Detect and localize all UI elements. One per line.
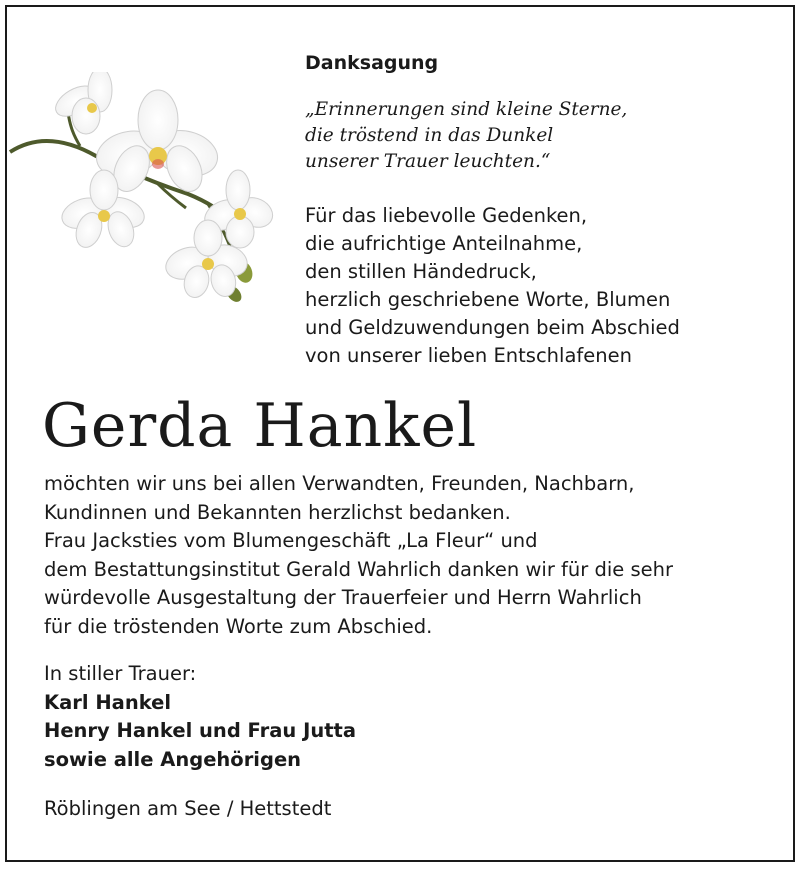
- thanks-line: Für das liebevolle Gedenken,: [305, 204, 588, 227]
- mourners-block: [44, 660, 356, 774]
- body-line: möchten wir uns bei allen Verwandten, Freunden, Nachbarn,: [44, 472, 635, 495]
- body-line: Kundinnen und Bekannten herzlichst bedanken.: [44, 500, 511, 524]
- thanks-line: die aufrichtige Anteilnahme,: [305, 232, 583, 255]
- body-line: würdevolle Ausgestaltung der Trauerfeier und Herrn Wahrlich: [44, 586, 642, 609]
- quote-line: „Erinnerungen sind kleine Sterne,: [305, 99, 628, 120]
- thanks-line: herzlich geschriebene Worte, Blumen: [305, 288, 671, 311]
- body-line: dem Bestattungsinstitut Gerald Wahrlich danken wir für die sehr: [44, 557, 674, 581]
- thanks-line: den stillen Händedruck,: [305, 260, 537, 283]
- body-line: für die tröstenden Worte zum Abschied.: [44, 614, 433, 638]
- quote-line: unserer Trauer leuchten.“: [305, 151, 551, 172]
- thanks-line: von unserer lieben Entschlafenen: [305, 344, 632, 367]
- place-line: Röblingen am See / Hettstedt: [44, 797, 332, 820]
- mourner-name: Karl Hankel: [44, 690, 172, 714]
- orchid-icon: [8, 72, 278, 308]
- body-paragraph: [44, 470, 673, 641]
- deceased-name: Gerda Hankel: [42, 391, 478, 461]
- mourner-name: Henry Hankel und Frau Jutta: [44, 719, 357, 742]
- mourning-intro: In stiller Trauer:: [44, 662, 197, 685]
- thanks-line: und Geldzuwendungen beim Abschied: [305, 316, 680, 339]
- mourner-name: sowie alle Angehörigen: [44, 747, 302, 771]
- quote-block: [305, 97, 627, 175]
- quote-line: die tröstend in das Dunkel: [305, 125, 554, 146]
- body-line: Frau Jacksties vom Blumengeschäft „La Fleur“ und: [44, 529, 538, 552]
- thanks-paragraph: [305, 202, 680, 370]
- heading-danksagung: Danksagung: [305, 52, 439, 74]
